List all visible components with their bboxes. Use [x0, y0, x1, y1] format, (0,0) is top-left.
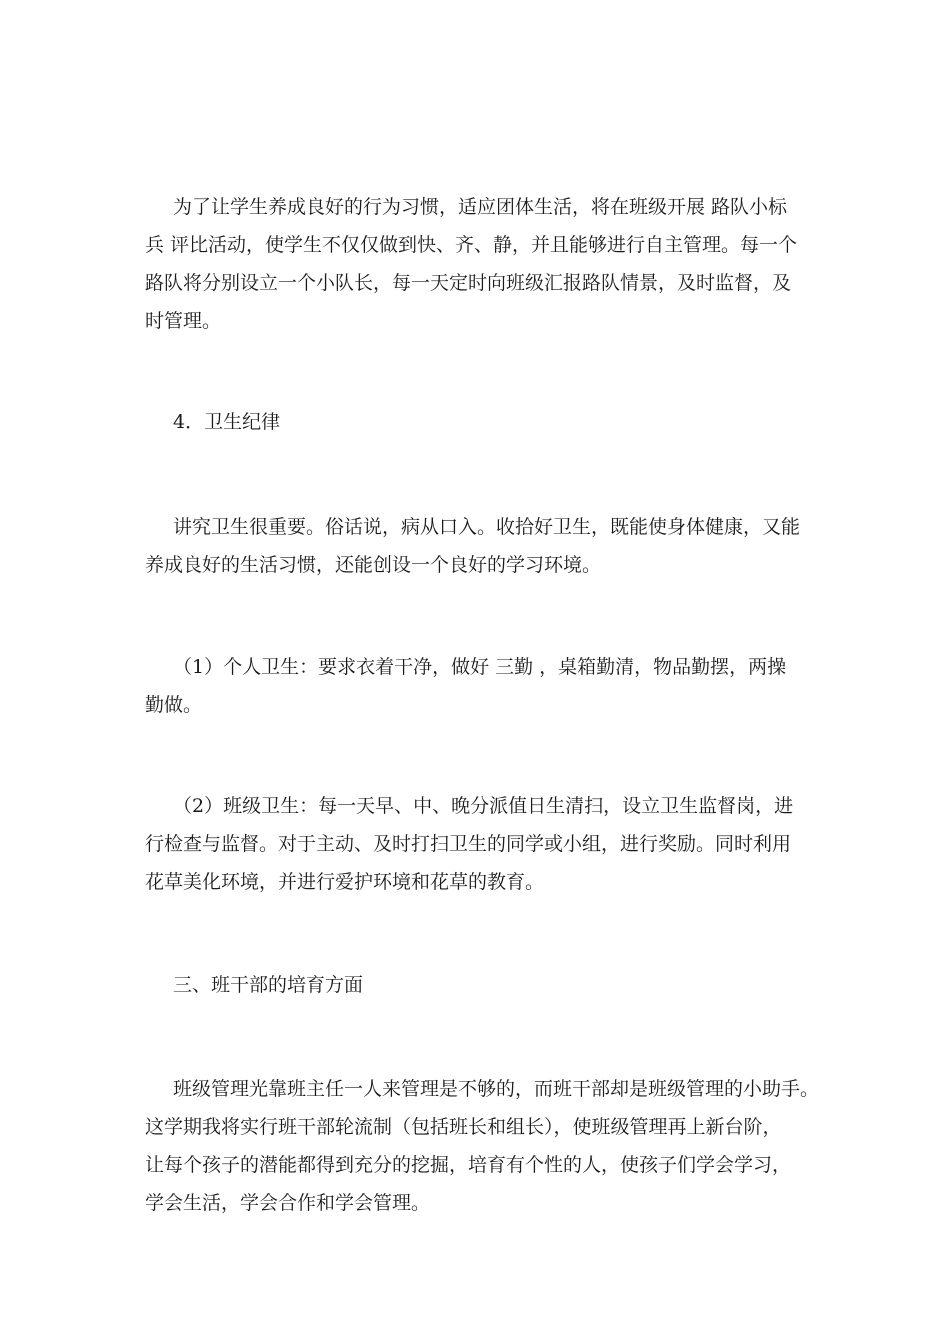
- heading-class-cadres: [145, 966, 363, 1004]
- text-line: 时管理。: [145, 310, 222, 332]
- text-line: 让每个孩子的潜能都得到充分的挖掘，培育有个性的人，使孩子们学会学习，: [145, 1154, 792, 1176]
- text-line: 行检查与监督。对于主动、及时打扫卫生的同学或小组，进行奖励。同时利用: [145, 833, 792, 855]
- paragraph-personal-hygiene: [145, 648, 786, 724]
- text-line: 兵 评比活动，使学生不仅仅做到快、齐、静，并且能够进行自主管理。每一个: [145, 234, 798, 256]
- text-line: 养成良好的生活习惯，还能创设一个良好的学习环境。: [145, 554, 602, 576]
- heading-text: 4．卫生纪律: [173, 411, 281, 433]
- text-line: 花草美化环境，并进行爱护环境和花草的教育。: [145, 871, 545, 893]
- text-line: 讲究卫生很重要。俗话说，病从口入。收拾好卫生，既能使身体健康，又能: [173, 516, 801, 538]
- text-line: （2）班级卫生：每一天早、中、晚分派值日生清扫，设立卫生监督岗，进: [173, 795, 794, 817]
- heading-text: 三、班干部的培育方面: [173, 974, 364, 996]
- text-line: 班级管理光靠班主任一人来管理是不够的，而班干部却是班级管理的小助手。: [173, 1078, 820, 1100]
- text-line: 为了让学生养成良好的行为习惯，适应团体生活，将在班级开展 路队小标: [173, 196, 788, 218]
- text-line: 勤做。: [145, 694, 203, 716]
- text-line: 学会生活，学会合作和学会管理。: [145, 1192, 431, 1214]
- paragraph-class-hygiene: [145, 787, 793, 901]
- paragraph-road-team: [145, 188, 797, 340]
- paragraph-hygiene-intro: [145, 508, 800, 584]
- text-line: 这学期我将实行班干部轮流制（包括班长和组长），使班级管理再上新台阶，: [145, 1116, 782, 1138]
- text-line: （1）个人卫生：要求衣着干净，做好 三勤 ，桌箱勤清，物品勤摆，两操: [173, 656, 787, 678]
- heading-hygiene-discipline: [145, 403, 280, 441]
- paragraph-class-cadres: [145, 1070, 819, 1222]
- text-line: 路队将分别设立一个小队长，每一天定时向班级汇报路队情景，及时监督，及: [145, 272, 792, 294]
